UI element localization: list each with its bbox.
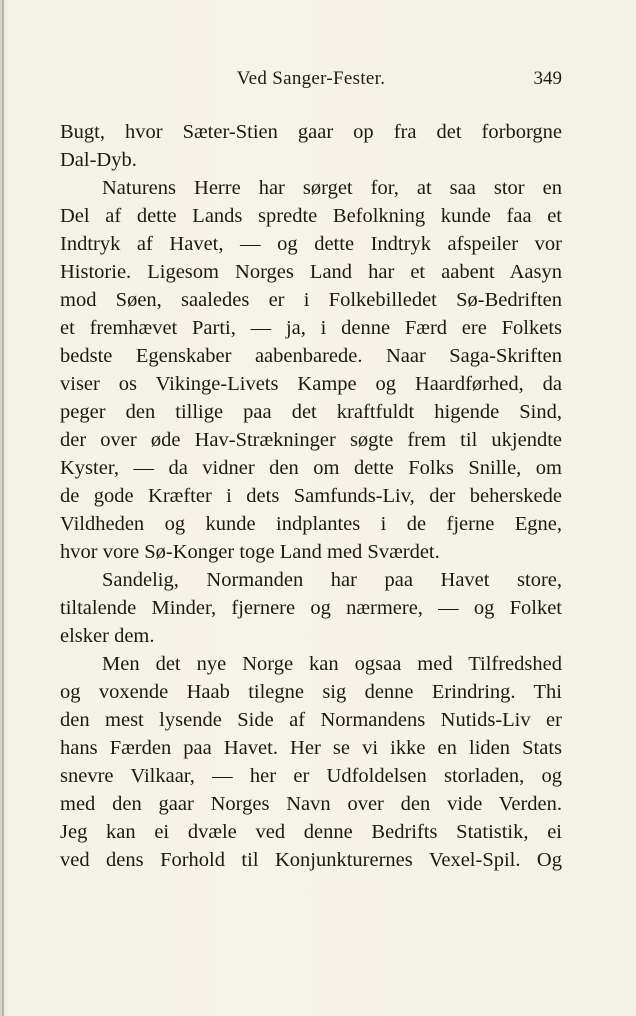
text-line: hvor vore Sø-Konger toge Land med Sværdet. bbox=[60, 541, 440, 563]
text-line: Historie. Ligesom Norges Land har et aabent Aasyn bbox=[60, 261, 562, 283]
text-line: Sandelig, Normanden har paa Havet store, bbox=[102, 569, 562, 591]
text-line: snevre Vilkaar, — her er Udfoldelsen storladen, og bbox=[60, 765, 562, 787]
body-text bbox=[60, 118, 562, 874]
text-line: Indtryk af Havet, — og dette Indtryk afspeiler vor bbox=[60, 233, 562, 255]
text-line: et fremhævet Parti, — ja, i denne Færd ere Folkets bbox=[60, 317, 562, 339]
text-line: elsker dem. bbox=[60, 625, 155, 647]
text-line: bedste Egenskaber aabenbarede. Naar Saga-Skriften bbox=[60, 345, 562, 367]
text-line: Kyster, — da vidner den om dette Folks Snille, om bbox=[60, 457, 562, 479]
text-line: den mest lysende Side af Normandens Nutids-Liv er bbox=[60, 709, 562, 731]
text-line: Naturens Herre har sørget for, at saa stor en bbox=[102, 177, 562, 199]
text-line: de gode Kræfter i dets Samfunds-Liv, der beherskede bbox=[60, 485, 562, 507]
binding-edge bbox=[2, 0, 4, 1016]
text-line: Dal-Dyb. bbox=[60, 149, 137, 171]
text-line: Del af dette Lands spredte Befolkning kunde faa et bbox=[60, 205, 562, 227]
text-line: mod Søen, saaledes er i Folkebilledet Sø-Bedriften bbox=[60, 289, 562, 311]
running-title: Ved Sanger-Fester. bbox=[236, 68, 386, 89]
text-line: Men det nye Norge kan ogsaa med Tilfredshed bbox=[102, 653, 562, 675]
text-line: med den gaar Norges Navn over den vide Verden. bbox=[60, 793, 562, 815]
text-line: og voxende Haab tilegne sig denne Erindring. Thi bbox=[60, 681, 562, 703]
running-head bbox=[60, 68, 562, 92]
text-line: Vildheden og kunde indplantes i de fjerne Egne, bbox=[60, 513, 562, 535]
page-number: 349 bbox=[533, 68, 562, 89]
text-line: Bugt, hvor Sæter-Stien gaar op fra det forborgne bbox=[60, 121, 562, 143]
text-line: viser os Vikinge-Livets Kampe og Haardførhed, da bbox=[60, 373, 562, 395]
text-line: tiltalende Minder, fjernere og nærmere, — og Folket bbox=[60, 597, 562, 619]
text-line: der over øde Hav-Strækninger søgte frem til ukjendte bbox=[60, 429, 562, 451]
text-line: ved dens Forhold til Konjunkturernes Vexel-Spil. Og bbox=[60, 849, 562, 871]
text-line: hans Færden paa Havet. Her se vi ikke en liden Stats bbox=[60, 737, 562, 759]
text-line: peger den tillige paa det kraftfuldt higende Sind, bbox=[60, 401, 562, 423]
text-line: Jeg kan ei dvæle ved denne Bedrifts Statistik, ei bbox=[60, 821, 562, 843]
